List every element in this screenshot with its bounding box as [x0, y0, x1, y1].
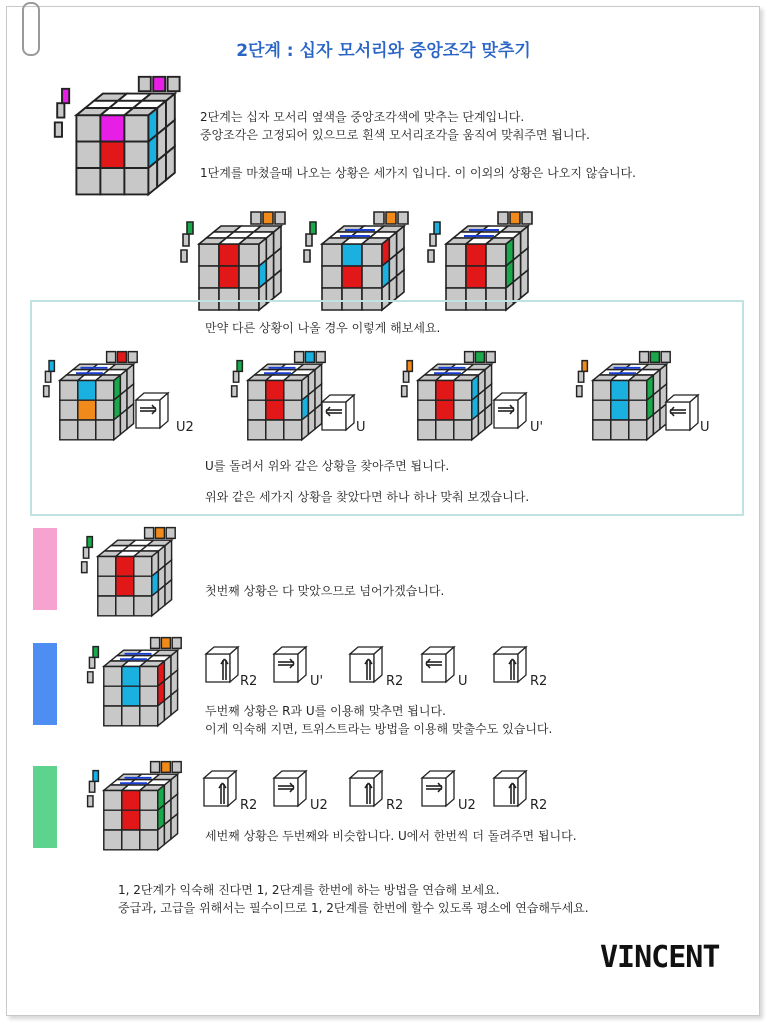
- intro-line-3: 1단계를 마쳤을때 나오는 상황은 세가지 입니다. 이 이외의 상황은 나오지 않습니다.: [200, 166, 636, 180]
- box-line-1: U를 돌려서 위와 같은 상황을 찾아주면 됩니다.: [205, 459, 450, 473]
- u2-move-diagram: [418, 768, 458, 812]
- u-move-diagram-2: [318, 392, 358, 436]
- cube-case-2: [84, 634, 192, 737]
- case-2-marker: [33, 643, 57, 725]
- u-move-diagram-3: [490, 390, 530, 434]
- move-label: U: [700, 420, 710, 435]
- case-2-text-2: 이게 익숙해 지면, 트위스트라는 방법을 이용해 맞출수도 있습니다.: [205, 722, 553, 736]
- move-label: U2: [176, 420, 194, 435]
- u2-move-diagram: [270, 768, 310, 812]
- move-label: U': [530, 420, 544, 435]
- move-label: U2: [310, 798, 328, 813]
- u-move-diagram-4: [662, 392, 702, 436]
- intro-line-2: 중앙조각은 고정되어 있으므로 흰색 모서리조각을 움직여 맞춰주면 됩니다.: [200, 128, 590, 142]
- case-1-marker: [33, 528, 57, 610]
- outro-line-2: 중급과, 고급을 위해서는 필수이므로 1, 2단계를 한번에 할수 있도록 평소에 연습해두세요.: [118, 901, 589, 915]
- move-label: R2: [530, 674, 548, 689]
- u-move-diagram-1: [132, 390, 172, 434]
- r2-move-diagram: [490, 644, 530, 688]
- move-label: U': [310, 674, 324, 689]
- u-prime-move-diagram: [270, 644, 310, 688]
- move-label: R2: [386, 798, 404, 813]
- cube-case-1: [78, 524, 186, 627]
- case-2-text-1: 두번째 상황은 R과 U를 이용해 맞추면 됩니다.: [205, 704, 446, 718]
- cube-illustration-intro: [50, 72, 194, 208]
- box-heading: 만약 다른 상황이 나올 경우 이렇게 해보세요.: [205, 321, 441, 335]
- move-label: R2: [386, 674, 404, 689]
- move-label: R2: [240, 674, 258, 689]
- r2-move-diagram: [490, 768, 530, 812]
- case-3-marker: [33, 766, 57, 848]
- page-title: 2단계 : 십자 모서리와 중앙조각 맞추기: [236, 41, 531, 61]
- r2-move-diagram: [200, 768, 240, 812]
- r2-move-diagram: [202, 644, 242, 688]
- vincent-logo: VINCENT: [600, 940, 720, 975]
- intro-line-1: 2단계는 십자 모서리 옆색을 중앙조각색에 맞추는 단계입니다.: [200, 110, 525, 124]
- outro-line-1: 1, 2단계가 익숙해 진다면 1, 2단계를 한번에 하는 방법을 연습해 보세요.: [118, 883, 500, 897]
- case-1-text: 첫번째 상황은 다 맞았으므로 넘어가겠습니다.: [205, 584, 445, 598]
- r2-move-diagram: [346, 768, 386, 812]
- move-label: U: [356, 420, 366, 435]
- move-label: R2: [530, 798, 548, 813]
- move-label: R2: [240, 798, 258, 813]
- box-line-2: 위와 같은 세가지 상황을 찾았다면 하나 하나 맞춰 보겠습니다.: [205, 490, 530, 504]
- move-label: U: [458, 674, 468, 689]
- cube-case-3: [84, 758, 192, 861]
- case-3-text: 세번째 상황은 두번째와 비슷합니다. U에서 한번씩 더 돌려주면 됩니다.: [205, 829, 577, 843]
- move-label: U2: [458, 798, 476, 813]
- r2-move-diagram: [346, 644, 386, 688]
- u-move-diagram: [418, 644, 458, 688]
